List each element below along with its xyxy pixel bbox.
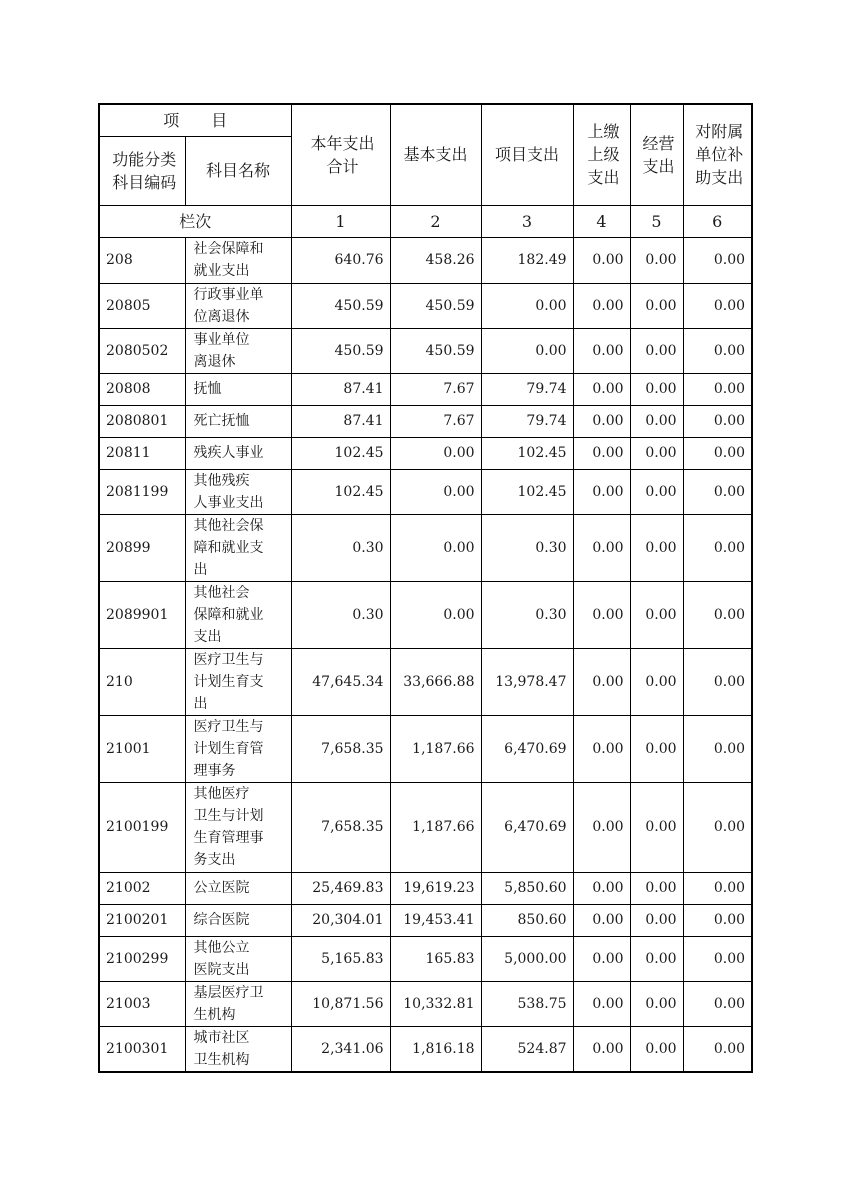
subsidiary-subsidy-cell: 0.00 (683, 469, 752, 514)
subsidiary-subsidy-cell: 0.00 (683, 782, 752, 872)
index-5: 5 (630, 205, 683, 237)
project-expenditure-cell: 0.30 (481, 581, 573, 648)
operating-expenditure-cell: 0.00 (630, 1026, 683, 1072)
basic-expenditure-cell: 458.26 (390, 237, 481, 283)
total-expenditure-cell: 450.59 (291, 328, 390, 373)
subject-name-cell: 综合医院 (185, 904, 291, 936)
remit-superior-cell: 0.00 (573, 283, 630, 328)
basic-expenditure-cell: 165.83 (390, 936, 481, 981)
total-expenditure-cell: 0.30 (291, 514, 390, 581)
remit-superior-cell: 0.00 (573, 237, 630, 283)
total-expenditure-cell: 47,645.34 (291, 648, 390, 715)
total-expenditure-cell: 102.45 (291, 469, 390, 514)
subsidiary-subsidy-cell: 0.00 (683, 373, 752, 405)
table-row (99, 581, 752, 648)
table-row (99, 904, 752, 936)
operating-expenditure-cell: 0.00 (630, 715, 683, 782)
total-expenditure-cell: 87.41 (291, 405, 390, 437)
project-expenditure-cell: 5,000.00 (481, 936, 573, 981)
remit-superior-cell: 0.00 (573, 328, 630, 373)
table-row (99, 405, 752, 437)
remit-superior-cell: 0.00 (573, 469, 630, 514)
table-row (99, 283, 752, 328)
remit-superior-cell: 0.00 (573, 936, 630, 981)
subject-name-cell: 行政事业单 位离退休 (185, 283, 291, 328)
table-row (99, 514, 752, 581)
operating-expenditure-cell: 0.00 (630, 981, 683, 1026)
operating-expenditure-cell: 0.00 (630, 328, 683, 373)
total-expenditure-cell: 640.76 (291, 237, 390, 283)
remit-superior-cell: 0.00 (573, 405, 630, 437)
index-label: 栏次 (99, 205, 291, 237)
project-expenditure-cell: 524.87 (481, 1026, 573, 1072)
func-code-cell: 2089901 (99, 581, 185, 648)
project-expenditure-cell: 0.00 (481, 328, 573, 373)
basic-expenditure-cell: 19,453.41 (390, 904, 481, 936)
operating-expenditure-cell: 0.00 (630, 514, 683, 581)
table-row (99, 648, 752, 715)
table-row (99, 373, 752, 405)
func-code-cell: 20808 (99, 373, 185, 405)
basic-expenditure-cell: 0.00 (390, 514, 481, 581)
remit-superior-cell: 0.00 (573, 1026, 630, 1072)
basic-expenditure-cell: 19,619.23 (390, 872, 481, 904)
remit-superior-cell: 0.00 (573, 581, 630, 648)
table-row (99, 1026, 752, 1072)
project-expenditure-cell: 5,850.60 (481, 872, 573, 904)
func-code-cell: 20899 (99, 514, 185, 581)
basic-expenditure-cell: 0.00 (390, 581, 481, 648)
total-expenditure-cell: 0.30 (291, 581, 390, 648)
project-expenditure-cell: 6,470.69 (481, 715, 573, 782)
func-code-cell: 210 (99, 648, 185, 715)
project-expenditure-cell: 182.49 (481, 237, 573, 283)
header-subject-name: 科目名称 (185, 136, 291, 205)
operating-expenditure-cell: 0.00 (630, 782, 683, 872)
subsidiary-subsidy-cell: 0.00 (683, 904, 752, 936)
remit-superior-cell: 0.00 (573, 715, 630, 782)
table-body (99, 237, 752, 1072)
table-row (99, 782, 752, 872)
table-row (99, 936, 752, 981)
operating-expenditure-cell: 0.00 (630, 904, 683, 936)
subject-name-cell: 残疾人事业 (185, 437, 291, 469)
subsidiary-subsidy-cell: 0.00 (683, 981, 752, 1026)
table-row (99, 328, 752, 373)
subject-name-cell: 死亡抚恤 (185, 405, 291, 437)
basic-expenditure-cell: 450.59 (390, 283, 481, 328)
subsidiary-subsidy-cell: 0.00 (683, 437, 752, 469)
remit-superior-cell: 0.00 (573, 514, 630, 581)
subsidiary-subsidy-cell: 0.00 (683, 936, 752, 981)
func-code-cell: 2080502 (99, 328, 185, 373)
header-func-code: 功能分类 科目编码 (99, 136, 185, 205)
operating-expenditure-cell: 0.00 (630, 373, 683, 405)
table-row (99, 237, 752, 283)
func-code-cell: 21002 (99, 872, 185, 904)
basic-expenditure-cell: 1,187.66 (390, 782, 481, 872)
project-expenditure-cell: 0.00 (481, 283, 573, 328)
total-expenditure-cell: 87.41 (291, 373, 390, 405)
func-code-cell: 208 (99, 237, 185, 283)
basic-expenditure-cell: 7.67 (390, 405, 481, 437)
index-4: 4 (573, 205, 630, 237)
func-code-cell: 2080801 (99, 405, 185, 437)
operating-expenditure-cell: 0.00 (630, 872, 683, 904)
index-6: 6 (683, 205, 752, 237)
remit-superior-cell: 0.00 (573, 872, 630, 904)
project-expenditure-cell: 102.45 (481, 469, 573, 514)
subsidiary-subsidy-cell: 0.00 (683, 405, 752, 437)
table-row (99, 981, 752, 1026)
subject-name-cell: 基层医疗卫 生机构 (185, 981, 291, 1026)
operating-expenditure-cell: 0.00 (630, 283, 683, 328)
total-expenditure-cell: 7,658.35 (291, 782, 390, 872)
project-expenditure-cell: 13,978.47 (481, 648, 573, 715)
func-code-cell: 2100301 (99, 1026, 185, 1072)
remit-superior-cell: 0.00 (573, 437, 630, 469)
remit-superior-cell: 0.00 (573, 782, 630, 872)
table-row (99, 872, 752, 904)
operating-expenditure-cell: 0.00 (630, 469, 683, 514)
func-code-cell: 21003 (99, 981, 185, 1026)
header-col5: 经营 支出 (630, 104, 683, 205)
subject-name-cell: 医疗卫生与 计划生育管 理事务 (185, 715, 291, 782)
index-1: 1 (291, 205, 390, 237)
func-code-cell: 2100299 (99, 936, 185, 981)
total-expenditure-cell: 2,341.06 (291, 1026, 390, 1072)
operating-expenditure-cell: 0.00 (630, 437, 683, 469)
basic-expenditure-cell: 7.67 (390, 373, 481, 405)
table-row (99, 715, 752, 782)
header-col1: 本年支出 合计 (291, 104, 390, 205)
subsidiary-subsidy-cell: 0.00 (683, 648, 752, 715)
index-2: 2 (390, 205, 481, 237)
subsidiary-subsidy-cell: 0.00 (683, 1026, 752, 1072)
remit-superior-cell: 0.00 (573, 981, 630, 1026)
func-code-cell: 21001 (99, 715, 185, 782)
header-col4: 上缴 上级 支出 (573, 104, 630, 205)
total-expenditure-cell: 450.59 (291, 283, 390, 328)
project-expenditure-cell: 850.60 (481, 904, 573, 936)
remit-superior-cell: 0.00 (573, 373, 630, 405)
total-expenditure-cell: 5,165.83 (291, 936, 390, 981)
basic-expenditure-cell: 33,666.88 (390, 648, 481, 715)
total-expenditure-cell: 25,469.83 (291, 872, 390, 904)
basic-expenditure-cell: 0.00 (390, 469, 481, 514)
func-code-cell: 2100201 (99, 904, 185, 936)
total-expenditure-cell: 7,658.35 (291, 715, 390, 782)
basic-expenditure-cell: 450.59 (390, 328, 481, 373)
project-expenditure-cell: 6,470.69 (481, 782, 573, 872)
expenditure-table (98, 103, 753, 1073)
header-col6: 对附属 单位补 助支出 (683, 104, 752, 205)
subsidiary-subsidy-cell: 0.00 (683, 581, 752, 648)
subsidiary-subsidy-cell: 0.00 (683, 237, 752, 283)
total-expenditure-cell: 20,304.01 (291, 904, 390, 936)
subject-name-cell: 医疗卫生与 计划生育支 出 (185, 648, 291, 715)
subject-name-cell: 抚恤 (185, 373, 291, 405)
operating-expenditure-cell: 0.00 (630, 405, 683, 437)
project-expenditure-cell: 79.74 (481, 405, 573, 437)
subsidiary-subsidy-cell: 0.00 (683, 328, 752, 373)
project-expenditure-cell: 102.45 (481, 437, 573, 469)
header-col2: 基本支出 (390, 104, 481, 205)
index-3: 3 (481, 205, 573, 237)
subsidiary-subsidy-cell: 0.00 (683, 872, 752, 904)
subsidiary-subsidy-cell: 0.00 (683, 715, 752, 782)
project-expenditure-cell: 0.30 (481, 514, 573, 581)
subsidiary-subsidy-cell: 0.00 (683, 283, 752, 328)
basic-expenditure-cell: 0.00 (390, 437, 481, 469)
subject-name-cell: 事业单位 离退休 (185, 328, 291, 373)
header-project: 项 目 (99, 104, 291, 136)
remit-superior-cell: 0.00 (573, 648, 630, 715)
subject-name-cell: 城市社区 卫生机构 (185, 1026, 291, 1072)
subject-name-cell: 公立医院 (185, 872, 291, 904)
subject-name-cell: 其他公立 医院支出 (185, 936, 291, 981)
subject-name-cell: 其他医疗 卫生与计划 生育管理事 务支出 (185, 782, 291, 872)
func-code-cell: 2081199 (99, 469, 185, 514)
table-row (99, 469, 752, 514)
operating-expenditure-cell: 0.00 (630, 581, 683, 648)
func-code-cell: 2100199 (99, 782, 185, 872)
header-col3: 项目支出 (481, 104, 573, 205)
operating-expenditure-cell: 0.00 (630, 648, 683, 715)
subsidiary-subsidy-cell: 0.00 (683, 514, 752, 581)
remit-superior-cell: 0.00 (573, 904, 630, 936)
project-expenditure-cell: 79.74 (481, 373, 573, 405)
basic-expenditure-cell: 1,187.66 (390, 715, 481, 782)
table-row (99, 437, 752, 469)
total-expenditure-cell: 10,871.56 (291, 981, 390, 1026)
project-expenditure-cell: 538.75 (481, 981, 573, 1026)
func-code-cell: 20805 (99, 283, 185, 328)
basic-expenditure-cell: 1,816.18 (390, 1026, 481, 1072)
subject-name-cell: 其他社会保 障和就业支 出 (185, 514, 291, 581)
subject-name-cell: 社会保障和 就业支出 (185, 237, 291, 283)
basic-expenditure-cell: 10,332.81 (390, 981, 481, 1026)
subject-name-cell: 其他残疾 人事业支出 (185, 469, 291, 514)
subject-name-cell: 其他社会 保障和就业 支出 (185, 581, 291, 648)
operating-expenditure-cell: 0.00 (630, 237, 683, 283)
operating-expenditure-cell: 0.00 (630, 936, 683, 981)
func-code-cell: 20811 (99, 437, 185, 469)
total-expenditure-cell: 102.45 (291, 437, 390, 469)
